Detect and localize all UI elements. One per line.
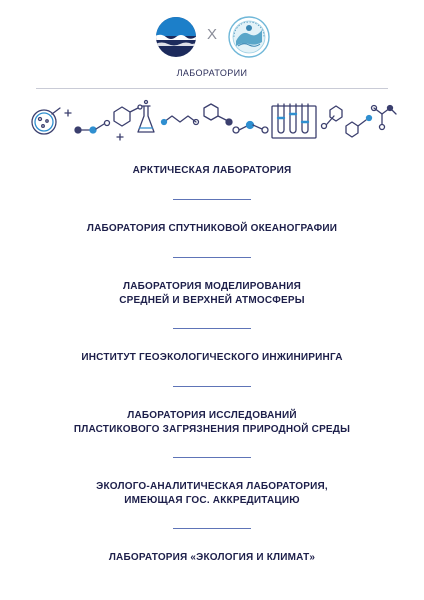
lab-ecology-climate: ЛАБОРАТОРИЯ «ЭКОЛОГИЯ И КЛИМАТ» bbox=[108, 552, 316, 563]
lab-arctic: АРКТИЧЕСКАЯ ЛАБОРАТОРИЯ bbox=[132, 165, 292, 176]
organization-logo-left bbox=[155, 16, 197, 58]
chemistry-icons-banner bbox=[24, 96, 400, 148]
chain-icon bbox=[162, 116, 199, 125]
lab-satellite-oceanography: ЛАБОРАТОРИЯ СПУТНИКОВОЙ ОКЕАНОГРАФИИ bbox=[86, 223, 338, 234]
plus-icon bbox=[117, 134, 123, 140]
molecule-icon bbox=[204, 104, 232, 125]
collaboration-times-symbol: X bbox=[206, 26, 217, 43]
molecule-icon bbox=[372, 106, 397, 130]
molecule-icon bbox=[233, 122, 268, 134]
lab-separator bbox=[173, 386, 251, 387]
lab-separator bbox=[173, 457, 251, 458]
lab-separator bbox=[173, 528, 251, 529]
petri-dish-icon bbox=[32, 108, 60, 134]
lab-ecological-analytical: ЭКОЛОГО-АНАЛИТИЧЕСКАЯ ЛАБОРАТОРИЯ, ИМЕЮЩАЯ ГОС. АККРЕДИТАЦИЮ bbox=[96, 481, 328, 506]
lab-atmosphere-modeling: ЛАБОРАТОРИЯ МОДЕЛИРОВАНИЯ СРЕДНЕЙ И ВЕРХНЕЙ АТМОСФЕРЫ bbox=[119, 281, 305, 306]
section-title: ЛАБОРАТОРИИ bbox=[176, 68, 248, 78]
lab-separator bbox=[173, 257, 251, 258]
test-tubes-icon bbox=[272, 104, 316, 138]
molecule-icon bbox=[346, 116, 372, 138]
header-divider bbox=[36, 88, 388, 89]
molecule-icon bbox=[75, 121, 110, 134]
molecule-icon bbox=[114, 105, 142, 126]
logo-bar bbox=[0, 16, 424, 60]
lab-geoecological-engineering: ИНСТИТУТ ГЕОЭКОЛОГИЧЕСКОГО ИНЖИНИРИНГА bbox=[81, 352, 343, 363]
molecule-icon bbox=[322, 106, 343, 129]
plus-icon bbox=[65, 110, 71, 116]
lab-separator bbox=[173, 199, 251, 200]
lab-plastic-pollution: ЛАБОРАТОРИЯ ИССЛЕДОВАНИЙ ПЛАСТИКОВОГО ЗАГРЯЗНЕНИЯ ПРИРОДНОЙ СРЕДЫ bbox=[73, 410, 351, 435]
lab-separator bbox=[173, 328, 251, 329]
organization-logo-right bbox=[228, 16, 270, 58]
